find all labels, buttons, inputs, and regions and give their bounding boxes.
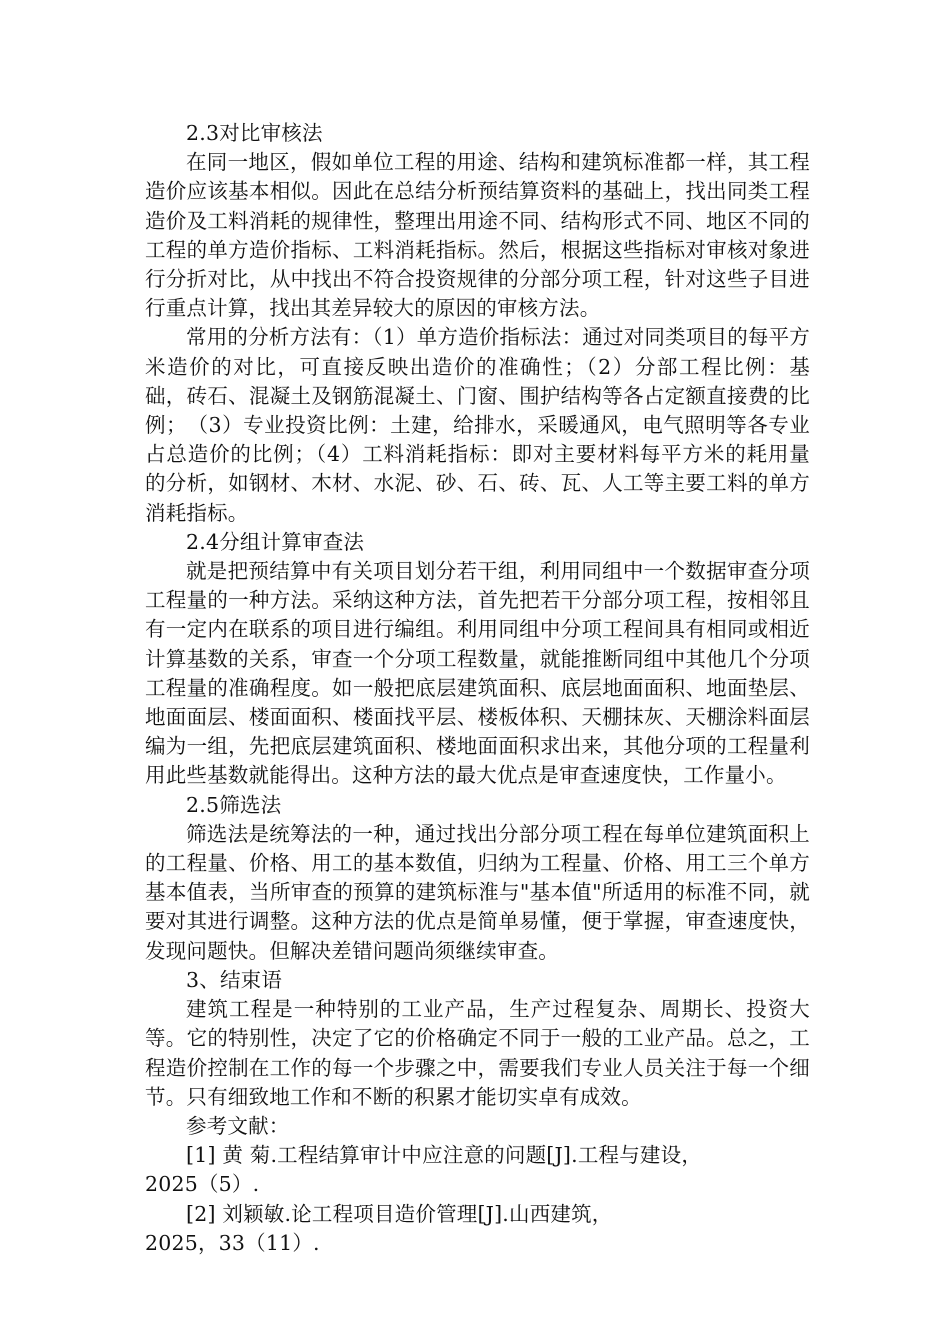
section-heading-2-3: 2.3对比审核法 xyxy=(186,121,323,145)
reference-1-cont xyxy=(145,1170,810,1199)
reference-2-line-2: 2025，33（11）. xyxy=(145,1230,320,1255)
reference-2-line-1: [2] 刘颖敏.论工程项目造价管理[J].山西建筑， xyxy=(186,1201,613,1226)
section-heading-3: 3、结束语 xyxy=(186,967,283,992)
paragraph-3: 建筑工程是一种特别的工业产品，生产过程复杂、周期长、投资大等。它的特别性，决定了它的价格确定不同于一般的工业产品。总之，工程造价控制在工作的每一个步骤之中，需要我们专业人员关注于每一个细节。只有细致地工作和不断的积累才能切实卓有成效。 xyxy=(145,997,810,1109)
paragraph-2-5: 筛选法是统筹法的一种，通过找出分部分项工程在每单位建筑面积上的工程量、价格、用工的基本数值，归纳为工程量、价格、用工三个单方基本值表，当所审查的预算的建筑标淮与"基本值"所适用的标准不同，就要对其进行调整。这种方法的优点是简单易懂，便于掌握，审查速度快，发现问题快。但解决差错问题尚须继续审查。 xyxy=(145,821,810,963)
section-heading-2-5: 2.5筛选法 xyxy=(186,792,282,817)
reference-1-line-1: [1] 黄 菊.工程结算审计中应注意的问题[J].工程与建设， xyxy=(186,1143,703,1168)
reference-2-cont xyxy=(145,1229,810,1258)
paragraph-2-4: 就是把预结算中有关项目划分若干组，利用同组中一个数据审查分项工程量的一种方法。采纳这种方法，首先把若干分部分项工程，按相邻且有一定内在联系的项目进行编组。利用同组中分项工程间具有相同或相近计算基数的关系，审查一个分项工程数量，就能推断同组中其他几个分项工程量的准确程度。如一般把底层建筑面积、底层地面面积、地面垫层、地面面层、楼面面积、楼面找平层、楼板体积、天棚抹灰、天棚涂料面层编为一组，先把底层建筑面积、楼地面面积求出来，其他分项的工程量利用此些基数就能得出。这种方法的最大优点是审查速度快，工作量小。 xyxy=(145,559,810,788)
references-heading: 参考文献： xyxy=(186,1113,290,1138)
section-heading-2-4: 2.4分组计算审查法 xyxy=(186,529,365,554)
reference-2 xyxy=(145,1200,810,1229)
reference-1-line-2: 2025（5）. xyxy=(145,1172,260,1197)
reference-1 xyxy=(145,1141,810,1170)
document-body xyxy=(145,119,810,1258)
paragraph-2-3-intro: 在同一地区，假如单位工程的用途、结构和建筑标准都一样，其工程造价应该基本相似。因此在总结分析预结算资料的基础上，找出同类工程造价及工料消耗的规律性，整理出用途不同、结构形式不同、地区不同的工程的单方造价指标、工料消耗指标。然后，根据这些指标对审核对象进行分折对比，从中找出不符合投资规律的分部分项工程，针对这些子目进行重点计算，找出其差异较大的原因的审核方法。 xyxy=(145,150,810,321)
paragraph-2-3-methods: 常用的分析方法有：（1）单方造价指标法：通过对同类项目的每平方米造价的对比，可直接反映出造价的准确性；（2）分部工程比例：基础，砖石、混凝土及钢筋混凝土、门窗、围护结构等各占定额直接费的比例； （3）专业投资比例：土建，给排水，采暖通风，电气照明等各专业占总造价的比例；（4）工料消耗指标：即对主要材料每平方米的耗用量的分析，如钢材、木材、水泥、砂、石、砖、瓦、人工等主要工料的单方消耗指标。 xyxy=(145,325,810,525)
